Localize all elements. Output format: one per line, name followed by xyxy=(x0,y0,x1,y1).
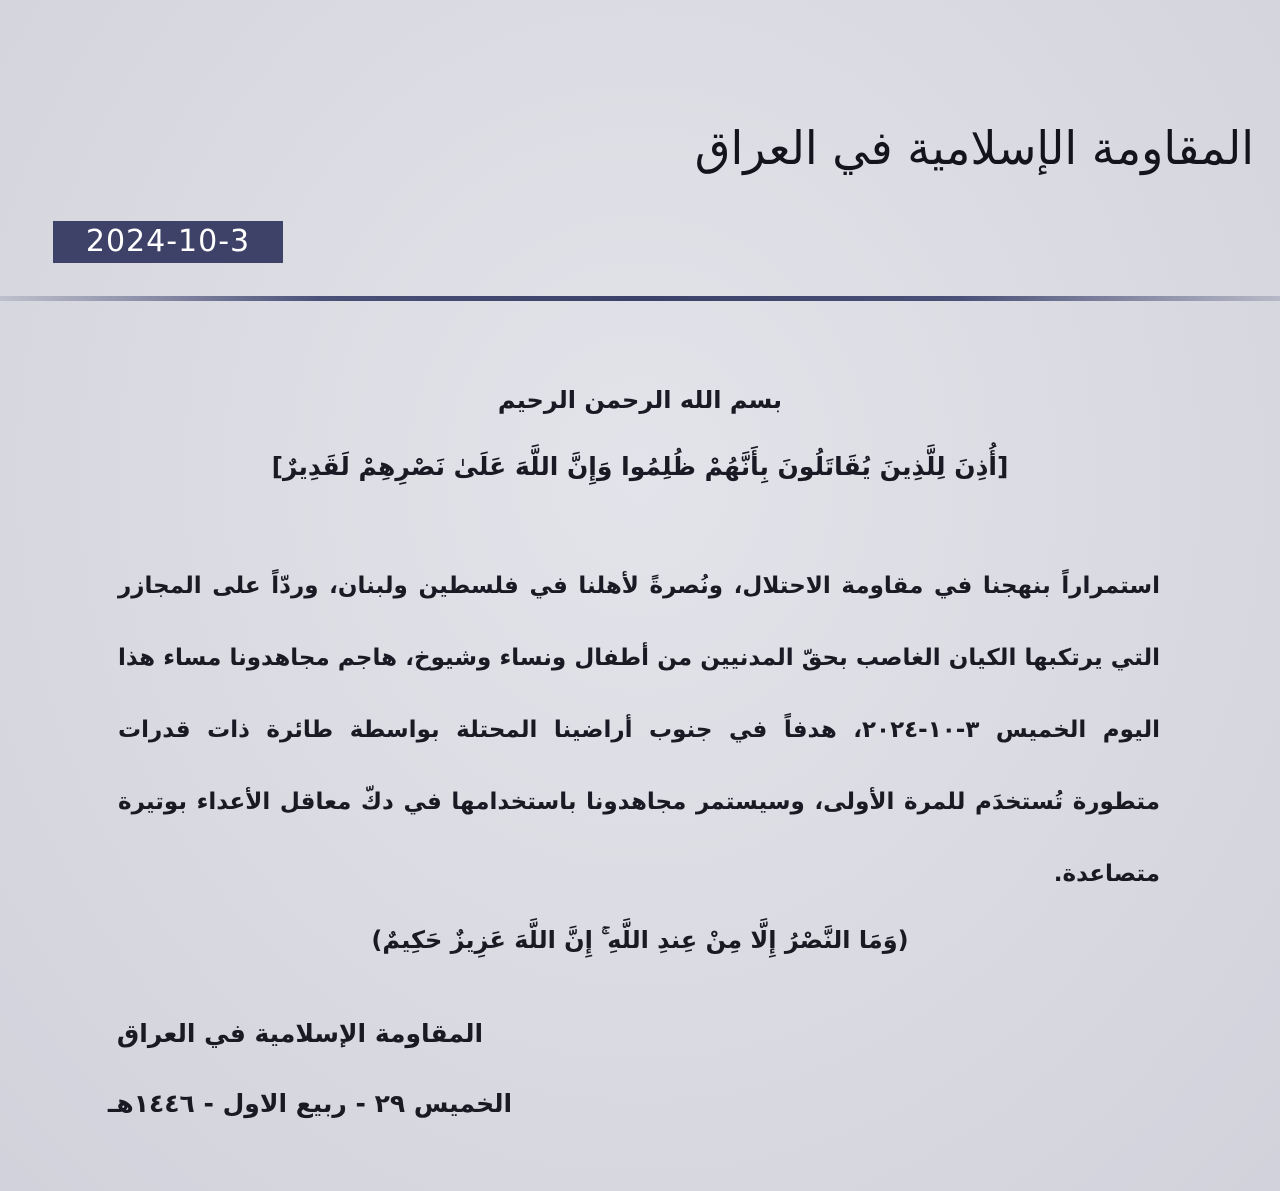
date-badge: 2024-10-3 xyxy=(53,221,283,263)
statement-body xyxy=(118,550,1160,910)
hijri-date: الخميس ٢٩ - ربيع الاول - ١٤٤٦هـ xyxy=(107,1089,513,1118)
statement-paragraph: استمراراً بنهجنا في مقاومة الاحتلال، ونُصرةً لأهلنا في فلسطين ولبنان، وردّاً على المجازر التي يرتكبها الكيان الغاصب بحقّ المدنيين من أطفال ونساء وشيوخ، هاجم مجاهدونا مساء هذا اليوم الخميس ٣-١٠-٢٠٢٤، هدفاً في جنوب أراضينا المحتلة بواسطة طائرة ذات قدرات متطورة تُستخدَم للمرة الأولى، وسيستمر مجاهدونا باستخدامها في دكّ معاقل الأعداء بوتيرة متصاعدة. xyxy=(118,573,1160,887)
closing-verse: (وَمَا النَّصْرُ إِلَّا مِنْ عِندِ اللَّهِ ۚ إِنَّ اللَّهَ عَزِيزٌ حَكِيمٌ) xyxy=(371,926,909,954)
header-divider xyxy=(0,296,1280,301)
opening-verse: [أُذِنَ لِلَّذِينَ يُقَاتَلُونَ بِأَنَّهُمْ ظُلِمُوا وَإِنَّ اللَّهَ عَلَىٰ نَصْرِهِمْ لَقَدِيرٌ] xyxy=(271,452,1009,481)
organization-logo: المقاومة الإسلامية في العراق xyxy=(694,121,1254,175)
signature: المقاومة الإسلامية في العراق xyxy=(116,1019,484,1048)
bismillah: بسم الله الرحمن الرحيم xyxy=(497,386,783,414)
